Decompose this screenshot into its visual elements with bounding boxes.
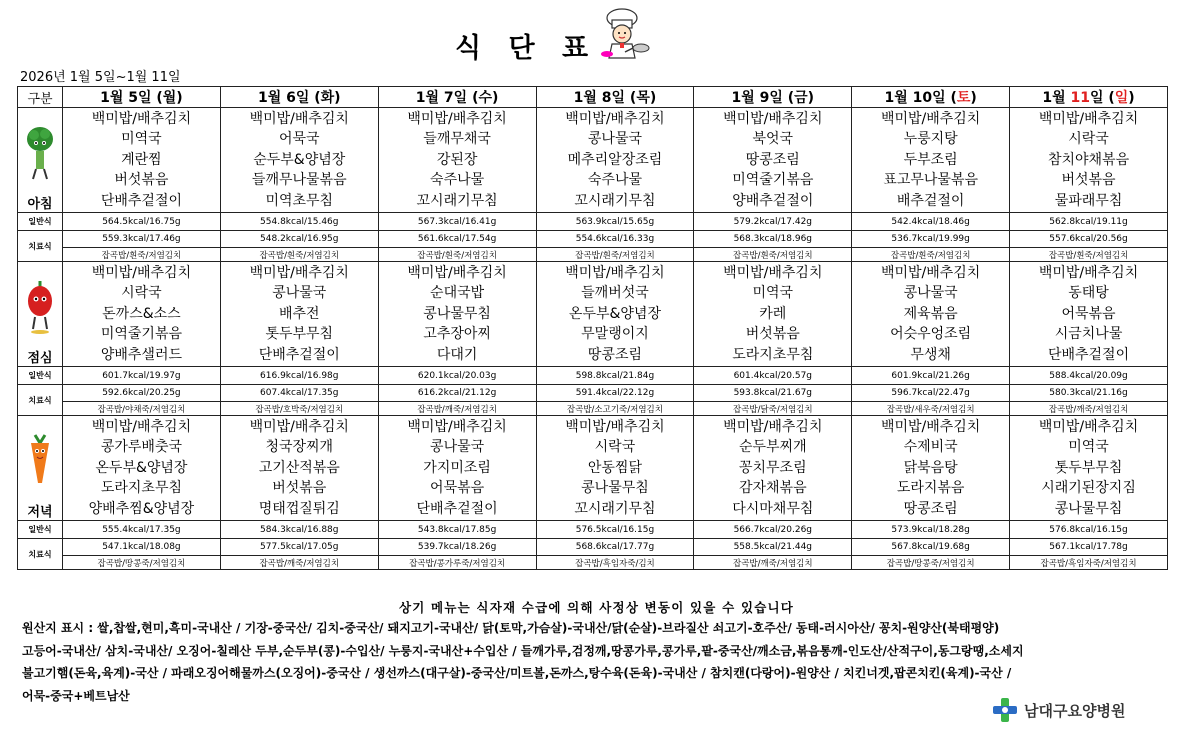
menu-item: 꽁치무조림 [738,459,807,476]
menu-cell [220,262,378,367]
kcal-value: 567.3kcal/16.41g [378,213,536,231]
kcal-value: 616.2kcal/21.12g [378,385,536,402]
menu-item: 닭북음탕 [903,459,958,476]
menu-item: 어묵볶음 [430,480,485,497]
menu-item: 백미밥/배추김치 [880,418,981,435]
side-dish: 잡곡밥/흰죽/저염김치 [63,248,221,262]
menu-item: 버섯볶음 [272,480,327,497]
side-dish: 잡곡밥/깨죽/저염김치 [694,556,852,570]
menu-item: 계란찜 [121,151,162,168]
menu-item: 시락국 [594,439,636,456]
menu-cell [852,262,1010,367]
menu-item: 콩나물국 [903,285,958,302]
menu-cell [536,262,694,367]
day-suffix: 일 ( [932,90,957,106]
menu-item: 배추전 [278,305,320,322]
menu-item: 백미밥/배추김치 [91,264,192,281]
menu-cell [1010,262,1168,367]
menu-cell [536,108,694,213]
kcal-value: 596.7kcal/22.47g [852,385,1010,402]
menu-item: 들깨무나물볶음 [251,172,347,189]
menu-item: 동태탕 [1068,285,1109,302]
day-header: 1월 5일 (월) [63,87,221,108]
day-header [852,87,1010,108]
corner-label: 구분 [18,87,63,108]
menu-item: 물파래무침 [1054,192,1123,209]
menu-item: 명태껍질튀김 [258,500,340,517]
menu-item: 꼬시래기무침 [574,500,656,517]
menu-item: 콩나물국 [430,439,485,456]
general-kcal-row [18,521,1168,539]
kcal-value: 555.4kcal/17.35g [63,521,221,539]
menu-item: 다시마채무침 [732,500,814,517]
menu-item: 제육볶음 [903,305,958,322]
kcal-value: 566.7kcal/20.26g [694,521,852,539]
menu-item: 시래기된장지짐 [1041,480,1136,497]
meal-label [18,262,63,367]
menu-cell [220,416,378,521]
menu-item: 안동찜닭 [587,459,642,476]
menu-item: 도라지초무침 [732,346,814,363]
menu-item: 땅콩조림 [745,151,800,168]
menu-item: 꼬시래기무침 [416,192,498,209]
kcal-value: 563.9kcal/15.65g [536,213,694,231]
menu-item: 표고무나물볶음 [883,172,978,189]
menu-item: 온두부&양념장 [95,459,188,476]
kcal-value: 548.2kcal/16.95g [220,231,378,248]
day-header: 1월 7일 (수) [378,87,536,108]
pepper-icon [25,279,55,335]
kcal-value: 616.9kcal/16.98g [220,367,378,385]
kcal-value: 561.6kcal/17.54g [378,231,536,248]
side-dish: 잡곡밥/흰죽/저염김치 [220,248,378,262]
menu-item: 시금치나물 [1054,326,1123,343]
menu-row [18,416,1168,521]
meal-label [18,416,63,521]
menu-cell [1010,108,1168,213]
menu-item: 콩나물무침 [423,305,491,322]
kcal-value: 562.8kcal/19.11g [1010,213,1168,231]
side-dish: 잡곡밥/깨죽/저염김치 [220,556,378,570]
side-dish: 잡곡밥/흰죽/저염김치 [852,248,1010,262]
menu-item: 백미밥/배추김치 [880,264,981,281]
menu-cell [63,108,221,213]
chef-icon [595,8,651,60]
side-dish: 잡곡밥/깨죽/저염김치 [1010,402,1168,416]
therapeutic-kcal-row [18,385,1168,402]
kcal-value: 542.4kcal/18.46g [852,213,1010,231]
general-kcal-row [18,367,1168,385]
menu-item: 무생채 [910,346,951,363]
kcal-value: 576.5kcal/16.15g [536,521,694,539]
menu-item: 어묵볶음 [1061,305,1116,322]
kcal-value: 601.4kcal/20.57g [694,367,852,385]
menu-item: 백미밥/배추김치 [1038,264,1139,281]
day-header: 1월 9일 (금) [694,87,852,108]
menu-item: 백미밥/배추김치 [565,110,665,127]
day-header: 1월 6일 (화) [220,87,378,108]
kcal-value: 579.2kcal/17.42g [694,213,852,231]
therapeutic-side-row [18,248,1168,262]
menu-cell [63,416,221,521]
menu-item: 고추장아찌 [423,326,491,343]
menu-item: 톳두부무침 [265,326,334,343]
menu-item: 백미밥/배추김치 [249,110,349,127]
menu-item: 콩나물무침 [581,480,649,497]
menu-item: 카레 [759,305,787,322]
kcal-value: 567.8kcal/19.68g [852,539,1010,556]
menu-table [17,86,1168,570]
kcal-value: 607.4kcal/17.35g [220,385,378,402]
menu-item: 온두부&양념장 [568,305,661,322]
kcal-value: 620.1kcal/20.03g [378,367,536,385]
day-weekday: 토 [956,90,971,106]
general-kcal-row [18,213,1168,231]
notice-text: 상기 메뉴는 식자재 수급에 의해 사정상 변동이 있을 수 있습니다 [398,600,795,615]
day-header: 1월 8일 (목) [536,87,694,108]
hospital-cross-icon [990,696,1020,724]
menu-cell [694,416,852,521]
therapeutic-label: 치료식 [18,231,63,262]
menu-item: 콩나물국 [272,285,327,302]
menu-item: 들깨버섯국 [581,285,649,302]
menu-item: 다대기 [436,346,478,363]
kcal-value: 567.1kcal/17.78g [1010,539,1168,556]
kcal-value: 576.8kcal/16.15g [1010,521,1168,539]
meal-label [18,108,63,213]
menu-item: 어묵국 [278,131,320,148]
side-dish: 잡곡밥/흰죽/저염김치 [378,248,536,262]
menu-item: 백미밥/배추김치 [1038,418,1139,435]
kcal-value: 558.5kcal/21.44g [694,539,852,556]
kcal-value: 554.8kcal/15.46g [220,213,378,231]
therapeutic-label: 치료식 [18,539,63,570]
day-header-row [18,87,1168,108]
menu-item: 미역국 [752,285,794,302]
menu-item: 순두부&양념장 [253,151,346,168]
meal-name: 점심 [27,351,53,366]
menu-cell [220,108,378,213]
menu-item: 시락국 [1068,131,1109,148]
kcal-value: 564.5kcal/16.75g [63,213,221,231]
menu-item: 꼬시래기무침 [574,192,656,209]
menu-item: 콩가루배춧국 [100,439,182,456]
origin-line: 어묵-중국+베트남산 [22,688,130,703]
menu-cell [63,262,221,367]
day-number: 10 [912,90,933,106]
day-weekday: 일 [1114,90,1129,106]
menu-item: 백미밥/배추김치 [723,418,823,435]
menu-item: 돈까스&소스 [102,305,181,322]
therapeutic-label: 치료식 [18,385,63,416]
menu-item: 도라지볶음 [896,480,965,497]
menu-item: 시락국 [121,285,162,302]
menu-item: 콩나물국 [587,131,642,148]
menu-item: 단배추겉절이 [1047,346,1130,363]
meal-name: 아침 [27,197,53,212]
menu-item: 미역줄기볶음 [100,326,182,343]
menu-item: 톳두부무침 [1054,459,1123,476]
side-dish: 잡곡밥/땅콩죽/저염김치 [63,556,221,570]
menu-item: 콩나물무침 [1054,500,1123,517]
therapeutic-kcal-row [18,231,1168,248]
menu-item: 버섯볶음 [745,326,800,343]
menu-item: 백미밥/배추김치 [407,418,507,435]
menu-item: 고기산적볶음 [258,459,340,476]
kcal-value: 568.3kcal/18.96g [694,231,852,248]
kcal-value: 584.3kcal/16.88g [220,521,378,539]
kcal-value: 559.3kcal/17.46g [63,231,221,248]
menu-item: 단배추겉절이 [100,192,182,209]
side-dish: 잡곡밥/소고기죽/저염김치 [536,402,694,416]
day-header [1010,87,1168,108]
kcal-value: 568.6kcal/17.77g [536,539,694,556]
day-close: ) [970,90,977,106]
menu-cell [694,108,852,213]
kcal-value: 573.9kcal/18.28g [852,521,1010,539]
menu-item: 미역국 [121,131,162,148]
side-dish: 잡곡밥/흰죽/저염김치 [536,248,694,262]
menu-item: 메추리알장조림 [567,151,663,168]
day-month: 1월 [1042,90,1071,106]
kcal-value: 598.8kcal/21.84g [536,367,694,385]
side-dish: 잡곡밥/흰죽/저염김치 [694,248,852,262]
menu-item: 백미밥/배추김치 [565,418,665,435]
menu-item: 참치야채볶음 [1047,151,1130,168]
side-dish: 잡곡밥/흰죽/저염김치 [1010,248,1168,262]
menu-item: 백미밥/배추김치 [407,110,507,127]
kcal-value: 577.5kcal/17.05g [220,539,378,556]
side-dish: 잡곡밥/콩가루죽/저염김치 [378,556,536,570]
menu-cell [852,416,1010,521]
therapeutic-side-row [18,556,1168,570]
menu-cell [1010,416,1168,521]
menu-cell [378,416,536,521]
menu-item: 두부조림 [903,151,958,168]
page-title: 식 단 표 [455,33,598,64]
side-dish: 잡곡밥/호박죽/저염김치 [220,402,378,416]
menu-item: 백미밥/배추김치 [249,264,349,281]
day-month: 1월 [884,90,913,106]
general-label: 일반식 [18,521,63,539]
hospital-logo [990,696,1160,724]
menu-item: 숙주나물 [587,172,642,189]
kcal-value: 588.4kcal/20.09g [1010,367,1168,385]
day-number: 11 [1070,90,1090,106]
menu-row [18,262,1168,367]
menu-item: 가지미조림 [423,459,491,476]
menu-cell [694,262,852,367]
menu-item: 백미밥/배추김치 [91,418,192,435]
kcal-value: 601.9kcal/21.26g [852,367,1010,385]
menu-cell [378,262,536,367]
menu-item: 양배추찜&양념장 [88,500,195,517]
side-dish: 잡곡밥/야채죽/저염김치 [63,402,221,416]
menu-item: 백미밥/배추김치 [91,110,192,127]
side-dish: 잡곡밥/새우죽/저염김치 [852,402,1010,416]
menu-item: 버섯볶음 [1061,172,1116,189]
kcal-value: 536.7kcal/19.99g [852,231,1010,248]
menu-item: 순두부찌개 [738,439,807,456]
meal-name: 저녁 [27,505,53,520]
kcal-value: 547.1kcal/18.08g [63,539,221,556]
menu-item: 도라지초무침 [100,480,182,497]
origin-info [22,617,1172,707]
carrot-icon [25,433,55,489]
general-label: 일반식 [18,367,63,385]
day-close: ) [1128,90,1135,106]
side-dish: 잡곡밥/흑임자죽/김치 [536,556,694,570]
menu-row [18,108,1168,213]
hospital-name: 남대구요양병원 [1024,702,1126,720]
menu-item: 숙주나물 [430,172,485,189]
side-dish: 잡곡밥/닭죽/저염김치 [694,402,852,416]
kcal-value: 554.6kcal/16.33g [536,231,694,248]
menu-item: 버섯볶음 [114,172,169,189]
menu-item: 백미밥/배추김치 [1038,110,1139,127]
menu-cell [852,108,1010,213]
kcal-value: 557.6kcal/20.56g [1010,231,1168,248]
broccoli-icon [25,125,55,181]
menu-item: 어슷우엉조림 [890,326,972,343]
date-range: 2026년 1월 5일~1월 11일 [20,70,181,85]
side-dish: 잡곡밥/흑임자죽/저염김치 [1010,556,1168,570]
menu-item: 청국장찌개 [265,439,334,456]
origin-line: 원산지 표시 : 쌀,찹쌀,현미,흑미-국내산 / 기장-중국산/ 김치-중국산/ 돼지고기-국내산/ 닭(토막,가슴살)-국내산/닭(순살)-브라질산 쇠고기-호주산/ 동태-러시아산/ 꽁치-원양산(북태평양) [22,621,1000,635]
kcal-value: 601.7kcal/19.97g [63,367,221,385]
menu-item: 들깨무채국 [423,131,491,148]
menu-item: 순대국밥 [430,285,485,302]
menu-item: 단배추겉절이 [258,346,340,363]
menu-item: 북엇국 [752,131,794,148]
kcal-value: 591.4kcal/22.12g [536,385,694,402]
menu-item: 강된장 [436,151,478,168]
menu-item: 미역초무침 [265,192,334,209]
day-suffix: 일 ( [1089,90,1115,106]
menu-cell [536,416,694,521]
menu-item: 땅콩조림 [903,500,958,517]
menu-item: 미역줄기볶음 [732,172,814,189]
menu-item: 미역국 [1068,439,1109,456]
therapeutic-side-row [18,402,1168,416]
menu-item: 누룽지탕 [903,131,958,148]
origin-line: 불고기햄(돈육,육계)-국산 / 파래오징어해물까스(오징어)-중국산 / 생선까스(대구살)-중국산/미트볼,돈까스,탕수육(돈육)-국내산 / 참치캔(다랑어)-원양산 / 치킨너겟,팝콘치킨(육계)-국산 / [22,666,1012,680]
side-dish: 잡곡밥/깨죽/저염김치 [378,402,536,416]
menu-item: 백미밥/배추김치 [723,110,823,127]
menu-item: 백미밥/배추김치 [723,264,823,281]
menu-item: 단배추겉절이 [416,500,498,517]
menu-item: 감자채볶음 [738,480,807,497]
kcal-value: 593.8kcal/21.67g [694,385,852,402]
menu-item: 양배추겉절이 [732,192,814,209]
therapeutic-kcal-row [18,539,1168,556]
menu-item: 백미밥/배추김치 [880,110,981,127]
general-label: 일반식 [18,213,63,231]
meal-body [18,108,1168,570]
kcal-value: 539.7kcal/18.26g [378,539,536,556]
side-dish: 잡곡밥/땅콩죽/저염김치 [852,556,1010,570]
menu-item: 백미밥/배추김치 [565,264,665,281]
kcal-value: 580.3kcal/21.16g [1010,385,1168,402]
menu-item: 양배추샐러드 [100,346,182,363]
menu-item: 수제비국 [903,439,958,456]
menu-item: 땅콩조림 [587,346,642,363]
kcal-value: 543.8kcal/17.85g [378,521,536,539]
menu-item: 무말랭이지 [581,326,649,343]
menu-cell [378,108,536,213]
menu-item: 백미밥/배추김치 [407,264,507,281]
origin-line: 고등어-국내산/ 삼치-국내산/ 오징어-칠레산 두부,순두부(콩)-수입산/ 누룽지-국내산+수입산 / 들깨가루,검정깨,땅콩가루,콩가루,팥-중국산/깨소금,볶음통깨-인도산/산적구이,동그랑땡,소세지 [22,643,1024,658]
kcal-value: 592.6kcal/20.25g [63,385,221,402]
menu-item: 배추겉절이 [896,192,965,209]
menu-item: 백미밥/배추김치 [249,418,349,435]
